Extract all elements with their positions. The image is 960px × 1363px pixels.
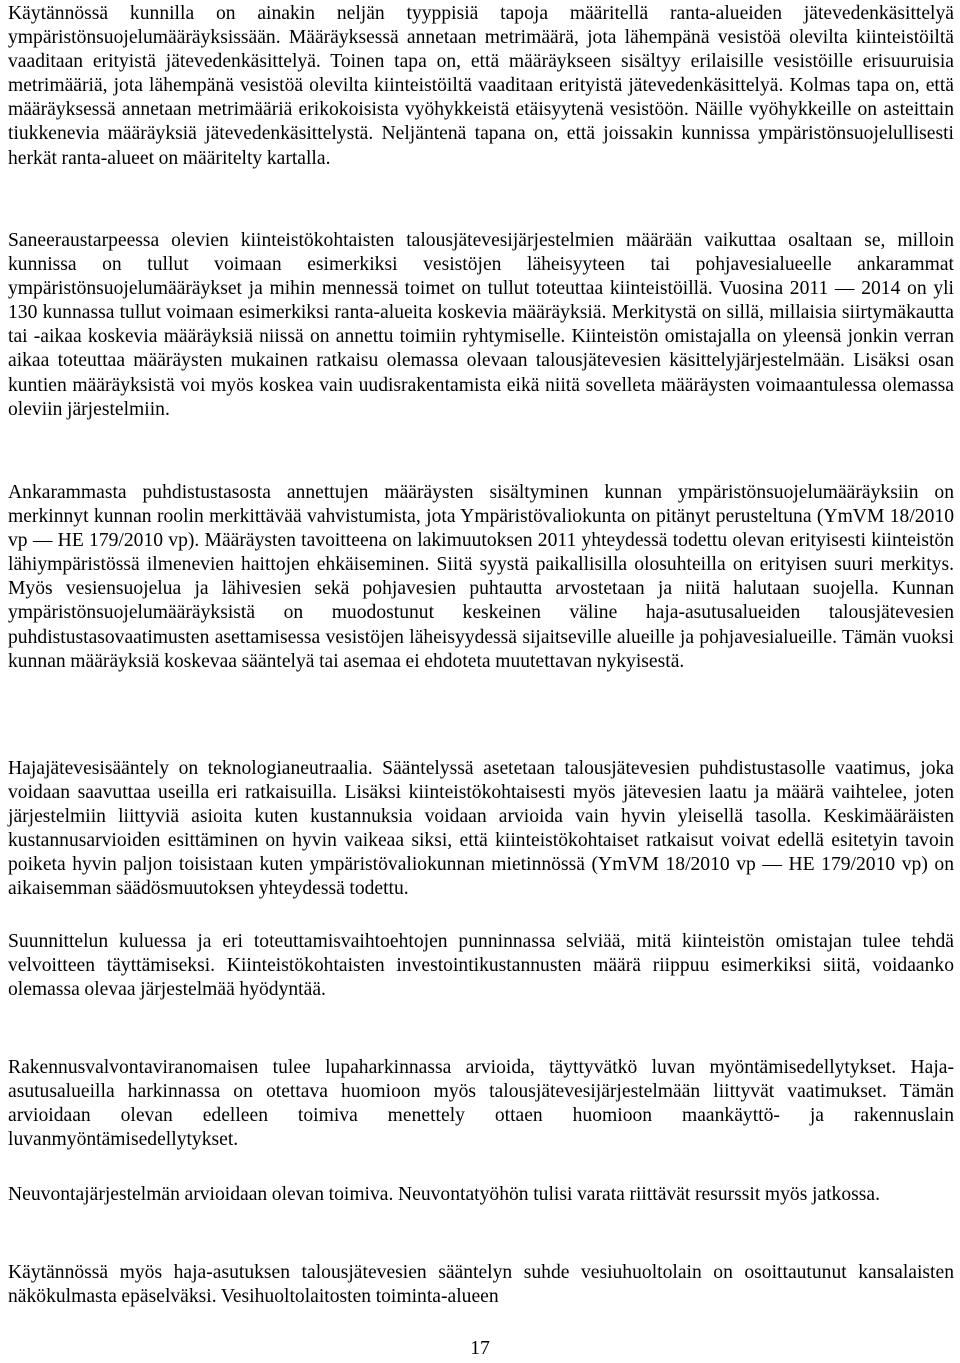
paragraph-vesihuoltolaki: Käytännössä myös haja-asutuksen talousjätevesien sääntelyn suhde vesiuhuoltolain on osoittautunut kansalaisten näkökulmasta epäselväksi. Vesihuoltolaitosten toiminta-alueen (8, 1262, 954, 1308)
paragraph-ankarampi-puhdistustaso: Ankarammasta puhdistustasosta annettujen määräysten sisältyminen kunnan ympäristönsuojelumääräyksiin on merkinnyt kunnan roolin merkittävää vahvistumista, jota Ympäristövaliokunta on pitänyt perusteltuna (YmVM 18/2010 vp — HE 179/2010 vp). Määräysten tavoitteena on lakimuutoksen 2011 yhteydessä todettu olevan erityisesti kiinteistön lähiympäristössä ilmenevien haittojen ehkäiseminen. Siitä syystä paikallisilla olosuhteilla on erityisen suuri merkitys. Myös vesiensuojelua ja lähivesien sekä pohjavesien puhtautta arvostetaan ja niitä halutaan suojella. Kunnan ympäristönsuojelumääräyksistä on muodostunut keskeinen väline haja-asutusalueiden talousjätevesien puhdistustasovaatimusten asettamisessa vesistöjen läheisyydessä sijaitseville alueille ja pohjavesialueille. Tämän vuoksi kunnan määräyksiä koskevaa sääntelyä tai asemaa ei ehdoteta muutettavan nykyisestä. (8, 482, 954, 672)
paragraph-neuvonta: Neuvontajärjestelmän arvioidaan olevan toimiva. Neuvontatyöhön tulisi varata riittävät resurssit myös jatkossa. (8, 1184, 880, 1205)
page-number: 17 (470, 1338, 490, 1359)
paragraph-saneeraustarve: Saneeraustarpeessa olevien kiinteistökohtaisten talousjätevesijärjestelmien määrään vaikuttaa osaltaan se, milloin kunnissa on tullut voimaan esimerkiksi vesistöjen läheisyyteen tai pohjavesialueelle ankarammat ympäristönsuojelumääräykset ja mihin mennessä toimet on tullut toteuttaa kiinteistöillä. Vuosina 2011 — 2014 on yli 130 kunnassa tullut voimaan esimerkiksi ranta-alueita koskevia määräyksiä. Merkitystä on sillä, millaisia siirtymäkautta tai -aikaa koskevia määräyksiä niissä on annettu toimiin ryhtymiselle. Kiinteistön omistajalla on yleensä jonkin verran aikaa toteuttaa määräysten mukainen ratkaisu olemassa olevaan talousjätevesien käsittelyjärjestelmään. Lisäksi osan kuntien määräyksistä voi myös koskea vain uudisrakentamista eikä niitä sovelleta määräysten voimaantulessa olemassa oleviin järjestelmiin. (8, 230, 954, 420)
paragraph-teknologianeutraalius: Hajajätevesisääntely on teknologianeutraalia. Sääntelyssä asetetaan talousjätevesien puhdistustasolle vaatimus, joka voidaan saavuttaa useilla eri ratkaisuilla. Lisäksi kiinteistökohtaisesti myös jätevesien laatu ja määrä vaihtelee, joten järjestelmiin liittyviä asioita kuten kustannuksia voidaan arvioida vain hyvin yleisellä tasolla. Keskimääräisten kustannusarvioiden esittäminen on hyvin vaikeaa siksi, että kiinteistökohtaiset ratkaisut voivat edellä esitetyin tavoin poiketa hyvin paljon toisistaan kuten ympäristövaliokunnan mietinnössä (YmVM 18/2010 vp — HE 179/2010 vp) on aikaisemman säädösmuutoksen yhteydessä todettu. (8, 758, 954, 900)
paragraph-ranta-alueiden-maaraykset: Käytännössä kunnilla on ainakin neljän tyyppisiä tapoja määritellä ranta-alueiden jätevedenkäsittelyä ympäristönsuojelumääräyksissään. Määräyksessä annetaan metrimäärä, jota lähempänä vesistöä olevilta kiinteistöiltä vaaditaan erityistä jätevedenkäsittelyä. Toinen tapa on, että määräykseen sisältyy erilaisille vesistöille erisuuruisia metrimääriä, jota lähempänä vesistöä olevilta kiinteistöiltä vaaditaan erityistä jätevedenkäsittelyä. Kolmas tapa on, että määräyksessä annetaan metrimääriä erikokoisista vyöhykkeistä etäisyytenä vesistöön. Näille vyöhykkeille on asteittain tiukkenevia määräyksiä jätevedenkäsittelystä. Neljäntenä tapana on, että joissakin kunnissa ympäristönsuojelullisesti herkät ranta-alueet on määritelty kartalla. (8, 3, 954, 169)
paragraph-suunnittelu: Suunnittelun kuluessa ja eri toteuttamisvaihtoehtojen punninnassa selviää, mitä kiinteistön omistajan tulee tehdä velvoitteen täyttämiseksi. Kiinteistökohtaisten investointikustannusten määrä riippuu esimerkiksi siitä, voidaanko olemassa olevaa järjestelmää hyödyntää. (8, 931, 954, 1001)
paragraph-rakennusvalvonta: Rakennusvalvontaviranomaisen tulee lupaharkinnassa arvioida, täyttyvätkö luvan myöntämisedellytykset. Haja-asutusalueilla harkinnassa on otettava huomioon myös talousjätevesijärjestelmään liittyvät vaatimukset. Tämän arvioidaan olevan edelleen toimiva menettely ottaen huomioon maankäyttö- ja rakennuslain luvanmyöntämisedellytykset. (8, 1057, 954, 1151)
